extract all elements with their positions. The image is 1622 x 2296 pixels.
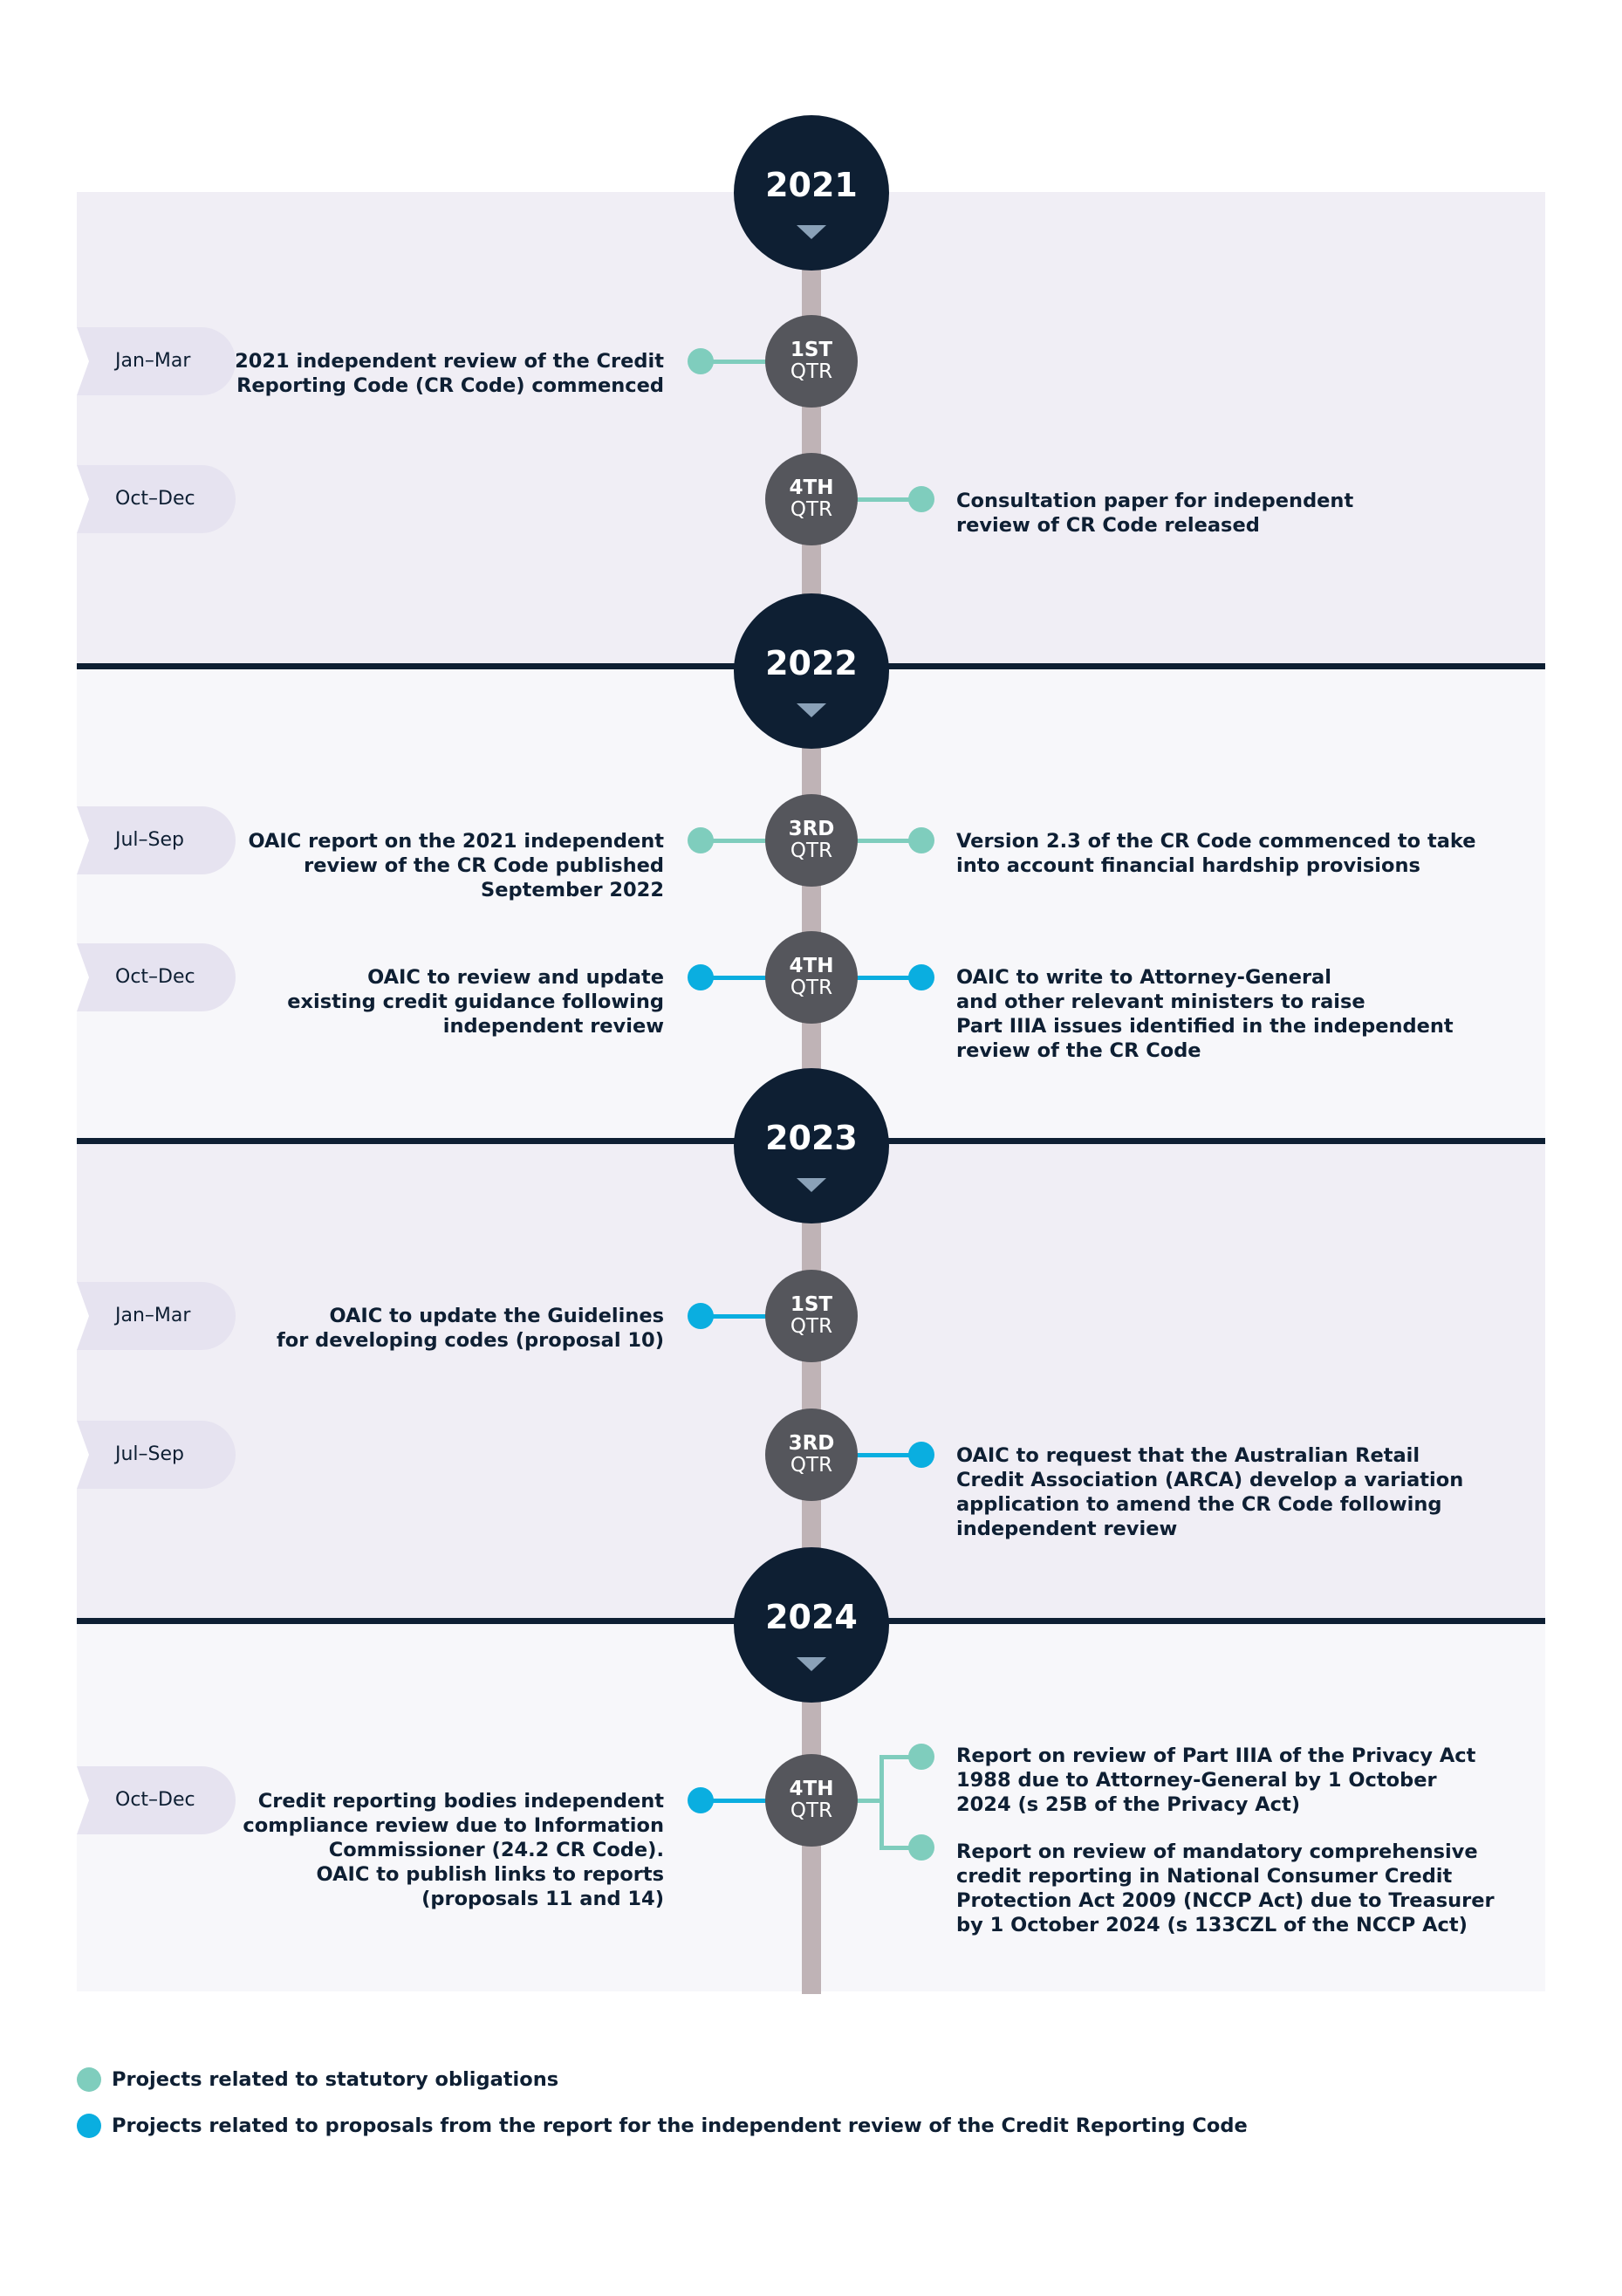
quarter-circle bbox=[765, 1754, 858, 1847]
quarter-label: QTR bbox=[790, 1315, 833, 1338]
statutory-dot bbox=[688, 348, 714, 374]
statutory-dot bbox=[908, 1834, 934, 1861]
event-text: Report on review of mandatory comprehensive credit reporting in National Consumer Credit Protection Act 2009 (NCCP Act) due to Treasurer by 1 October 2024 (s 133CZL of the NCCP Act) bbox=[956, 1840, 1495, 1936]
quarter-circle bbox=[765, 453, 858, 545]
period-label: Jul–Sep bbox=[115, 829, 185, 851]
quarter-number: 4TH bbox=[789, 1778, 834, 1800]
event-text: Report on review of Part IIIA of the Privacy Act 1988 due to Attorney-General by 1 October 2024 (s 25B of the Privacy Act) bbox=[956, 1744, 1476, 1816]
period-pill bbox=[77, 943, 236, 1011]
event-text: OAIC to review and update existing credit guidance following independent review bbox=[287, 966, 664, 1038]
period-label: Oct–Dec bbox=[115, 966, 195, 988]
down-arrow-icon bbox=[797, 1178, 826, 1192]
period-label: Jan–Mar bbox=[115, 350, 191, 372]
event-text: Credit reporting bodies independent compliance review due to Information Commissioner (24.2 CR Code). OAIC to publish links to reports (proposals 11 and 14) bbox=[243, 1790, 664, 1910]
year-label: 2021 bbox=[765, 166, 858, 204]
period-pill bbox=[77, 465, 236, 533]
proposal-dot bbox=[908, 1442, 934, 1468]
quarter-number: 3RD bbox=[788, 818, 835, 840]
proposal-dot bbox=[688, 1303, 714, 1329]
event-text: 2021 independent review of the Credit Reporting Code (CR Code) commenced bbox=[235, 350, 664, 397]
period-pill bbox=[77, 327, 236, 395]
quarter-circle bbox=[765, 315, 858, 408]
statutory-dot bbox=[908, 486, 934, 512]
quarter-circle bbox=[765, 1408, 858, 1501]
legend-proposal-label: Projects related to proposals from the report for the independent review of the Credit Reporting Code bbox=[112, 2114, 1248, 2137]
event-text: OAIC to request that the Australian Retail Credit Association (ARCA) develop a variation application to amend the CR Code following independent review bbox=[956, 1444, 1464, 1540]
quarter-label: QTR bbox=[790, 840, 833, 862]
event-text: OAIC to write to Attorney-General and other relevant ministers to raise Part IIIA issues identified in the independent review of the CR Code bbox=[956, 966, 1454, 1062]
event-text: OAIC to update the Guidelines for developing codes (proposal 10) bbox=[276, 1305, 664, 1352]
quarter-number: 3RD bbox=[788, 1432, 835, 1455]
statutory-dot bbox=[688, 827, 714, 853]
period-pill bbox=[77, 806, 236, 874]
quarter-number: 1ST bbox=[790, 1293, 833, 1316]
quarter-label: QTR bbox=[790, 360, 833, 383]
quarter-circle bbox=[765, 1270, 858, 1362]
bracket-connector bbox=[879, 1757, 884, 1848]
period-label: Jan–Mar bbox=[115, 1305, 191, 1326]
legend-statutory-dot bbox=[77, 2067, 101, 2092]
quarter-label: QTR bbox=[790, 1454, 833, 1477]
year-label: 2023 bbox=[765, 1119, 858, 1157]
proposal-dot bbox=[908, 964, 934, 990]
year-circle-2023 bbox=[734, 1068, 889, 1223]
quarter-label: QTR bbox=[790, 1799, 833, 1822]
year-circle-2022 bbox=[734, 593, 889, 749]
legend-statutory-label: Projects related to statutory obligations bbox=[112, 2068, 559, 2091]
period-pill bbox=[77, 1766, 236, 1834]
quarter-circle bbox=[765, 931, 858, 1024]
proposal-dot bbox=[688, 1787, 714, 1813]
proposal-dot bbox=[688, 964, 714, 990]
period-label: Jul–Sep bbox=[115, 1443, 185, 1465]
statutory-dot bbox=[908, 1744, 934, 1770]
quarter-number: 4TH bbox=[789, 955, 834, 977]
statutory-dot bbox=[908, 827, 934, 853]
period-pill bbox=[77, 1421, 236, 1489]
quarter-label: QTR bbox=[790, 498, 833, 521]
legend-proposal-dot bbox=[77, 2114, 101, 2138]
quarter-number: 1ST bbox=[790, 339, 833, 361]
down-arrow-icon bbox=[797, 225, 826, 239]
event-text: Version 2.3 of the CR Code commenced to take into account financial hardship provisions bbox=[956, 830, 1476, 877]
period-pill bbox=[77, 1282, 236, 1350]
quarter-label: QTR bbox=[790, 977, 833, 999]
year-circle-2024 bbox=[734, 1547, 889, 1703]
down-arrow-icon bbox=[797, 1657, 826, 1671]
year-label: 2024 bbox=[765, 1598, 858, 1636]
year-circle-2021 bbox=[734, 115, 889, 271]
event-text: Consultation paper for independent review of CR Code released bbox=[956, 490, 1354, 537]
event-text: OAIC report on the 2021 independent review of the CR Code published September 2022 bbox=[248, 830, 664, 901]
period-label: Oct–Dec bbox=[115, 488, 195, 510]
quarter-circle bbox=[765, 794, 858, 887]
down-arrow-icon bbox=[797, 703, 826, 717]
period-label: Oct–Dec bbox=[115, 1789, 195, 1811]
year-label: 2022 bbox=[765, 644, 858, 682]
quarter-number: 4TH bbox=[789, 476, 834, 499]
